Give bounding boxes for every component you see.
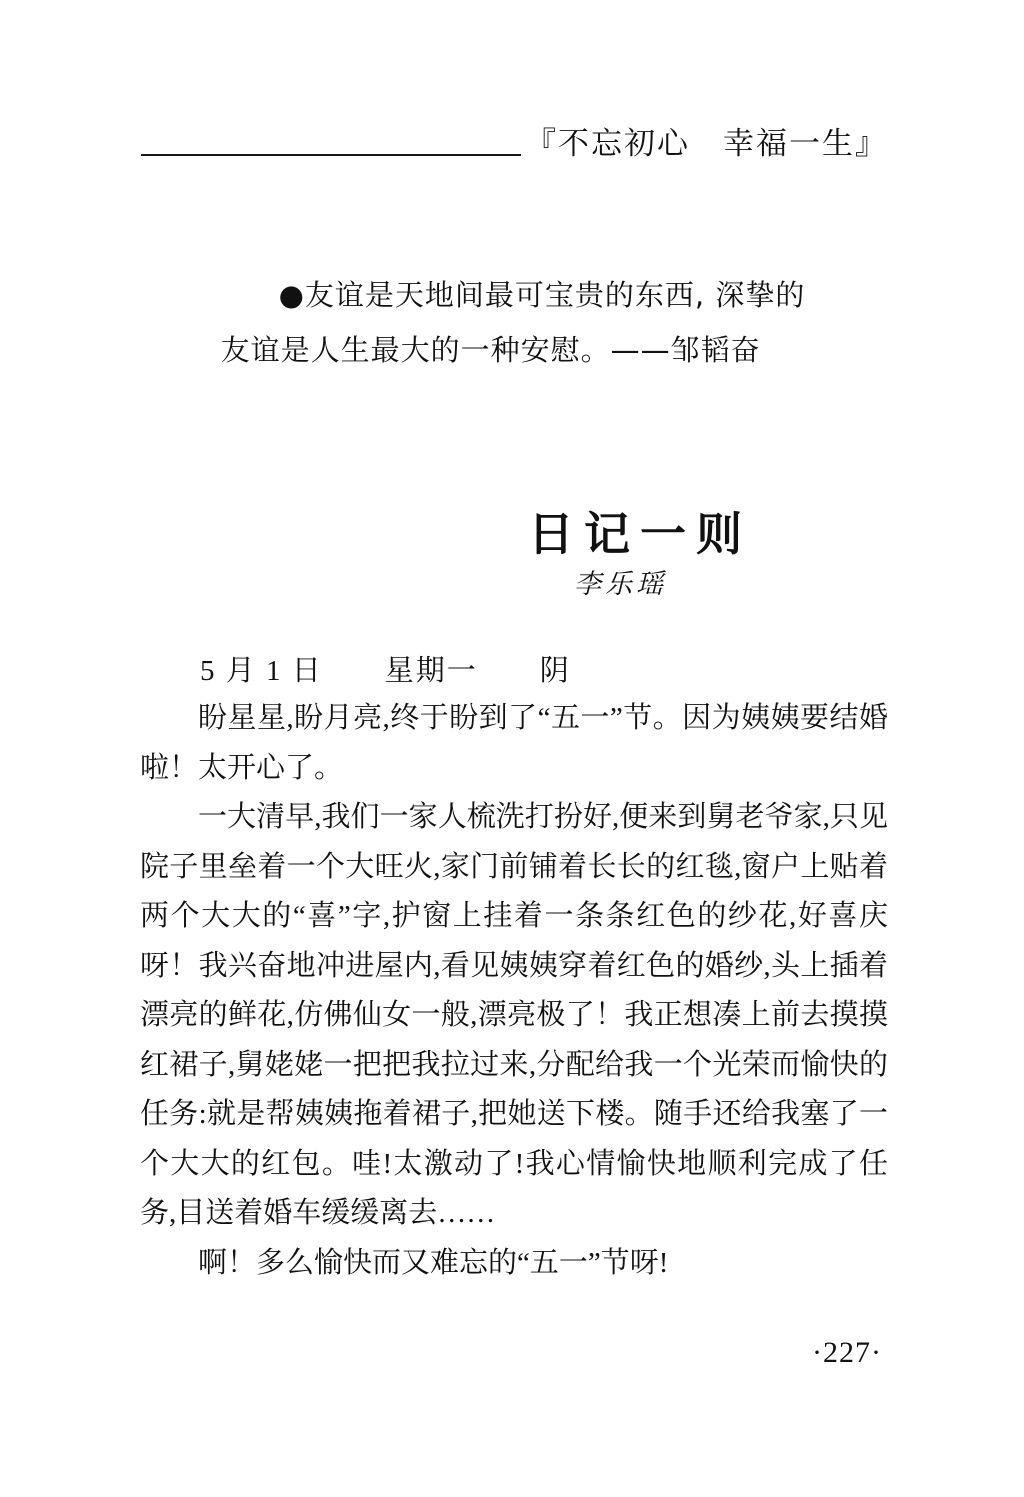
page-number: ·227·	[812, 1336, 882, 1369]
article-body	[140, 694, 888, 1288]
running-head-title: 『不忘初心 幸福一生』	[525, 126, 888, 161]
epigraph-quote-wrap	[140, 268, 886, 378]
diary-dateline: 5 月 1 日 星期一 阴	[200, 655, 571, 687]
paragraph-2: 一大清早,我们一家人梳洗打扮好,便来到舅老爷家,只见院子里垒着一个大旺火,家门前铺着长长的红毯,窗户上贴着两个大大的“喜”字,护窗上挂着一条条红色的纱花,好喜庆呀！我兴奋地冲进屋内,看见姨姨穿着红色的婚纱,头上插着漂亮的鲜花,仿佛仙女一般,漂亮极了！我正想凑上前去摸摸红裙子,舅姥姥一把把我拉过来,分配给我一个光荣而愉快的任务:就是帮姨姨拖着裙子,把她送下楼。随手还给我塞了一个大大的红包。哇!太激动了!我心情愉快地顺利完成了任务,目送着婚车缓缓离去……	[140, 801, 888, 1229]
article-title: 日记一则	[528, 509, 752, 560]
epigraph-quote	[221, 268, 806, 378]
paragraph-1: 盼星星,盼月亮,终于盼到了“五一”节。因为姨姨要结婚啦！太开心了。	[140, 702, 888, 784]
epigraph-line-2: 友谊是人生最大的一种安慰。——邹韬奋	[220, 333, 761, 367]
epigraph-line-1: ●友谊是天地间最可宝贵的东西, 深挚的	[278, 278, 806, 312]
paragraph-3: 啊！多么愉快而又难忘的“五一”节呀!	[198, 1246, 669, 1279]
header-rule-line	[141, 154, 521, 156]
page-header	[141, 118, 888, 163]
article-author: 李乐瑶	[574, 569, 667, 599]
